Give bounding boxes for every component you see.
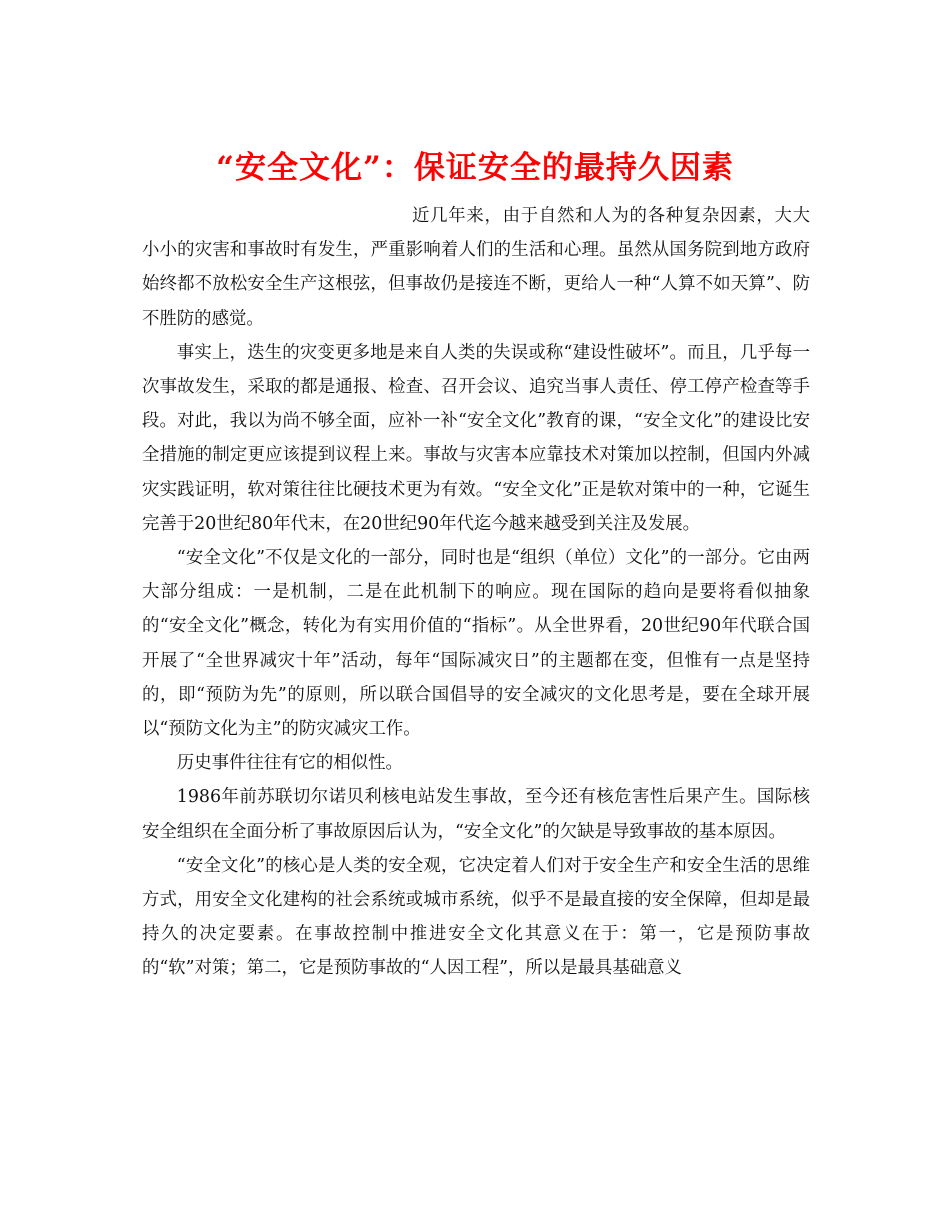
paragraph-2: 事实上，迭生的灾变更多地是来自人类的失误或称“建设性破坏”。而且，几乎每一次事故发生，采取的都是通报、检查、召开会议、追究当事人责任、停工停产检查等手段。对此，我以为尚不够全面，应补一补“安全文化”教育的课，“安全文化”的建设比安全措施的制定更应该提到议程上来。事故与灾害本应靠技术对策加以控制，但国内外减灾实践证明，软对策往往比硬技术更为有效。“安全文化”正是软对策中的一种，它诞生完善于20世纪80年代末，在20世纪90年代迄今越来越受到关注及发展。 xyxy=(142,342,810,534)
paragraph-3: “安全文化”不仅是文化的一部分，同时也是“组织（单位）文化”的一部分。它由两大部分组成：一是机制，二是在此机制下的响应。现在国际的趋向是要将看似抽象的“安全文化”概念，转化为有实用价值的“指标”。从全世界看，20世纪90年代联合国开展了“全世界减灾十年”活动，每年“国际减灾日”的主题都在变，但惟有一点是坚持的，即“预防为先”的原则，所以联合国倡导的安全减灾的文化思考是，要在全球开展以“预防文化为主”的防灾减灾工作。 xyxy=(142,548,810,740)
document-body xyxy=(142,199,810,986)
paragraph-4: 历史事件往往有它的相似性。 xyxy=(176,753,403,774)
paragraph-5: 1986年前苏联切尔诺贝利核电站发生事故，至今还有核危害性后果产生。国际核安全组织在全面分析了事故原因后认为，“安全文化”的欠缺是导致事故的基本原因。 xyxy=(142,787,810,842)
paragraph-6: “安全文化”的核心是人类的安全观，它决定着人们对于安全生产和安全生活的思维方式，用安全文化建构的社会系统或城市系统，似乎不是最直接的安全保障，但却是最持久的决定要素。在事故控制中推进安全文化其意义在于：第一，它是预防事故的“软”对策；第二，它是预防事故的“人因工程”，所以是最具基础意义 xyxy=(142,855,810,979)
paragraph-1: 近几年来，由于自然和人为的各种复杂因素，大大小小的灾害和事故时有发生，严重影响着人们的生活和心理。虽然从国务院到地方政府始终都不放松安全生产这根弦，但事故仍是接连不断，更给人一种“人算不如天算”、防不胜防的感觉。 xyxy=(142,206,810,329)
document-title: “安全文化”：保证安全的最持久因素 xyxy=(216,149,734,186)
